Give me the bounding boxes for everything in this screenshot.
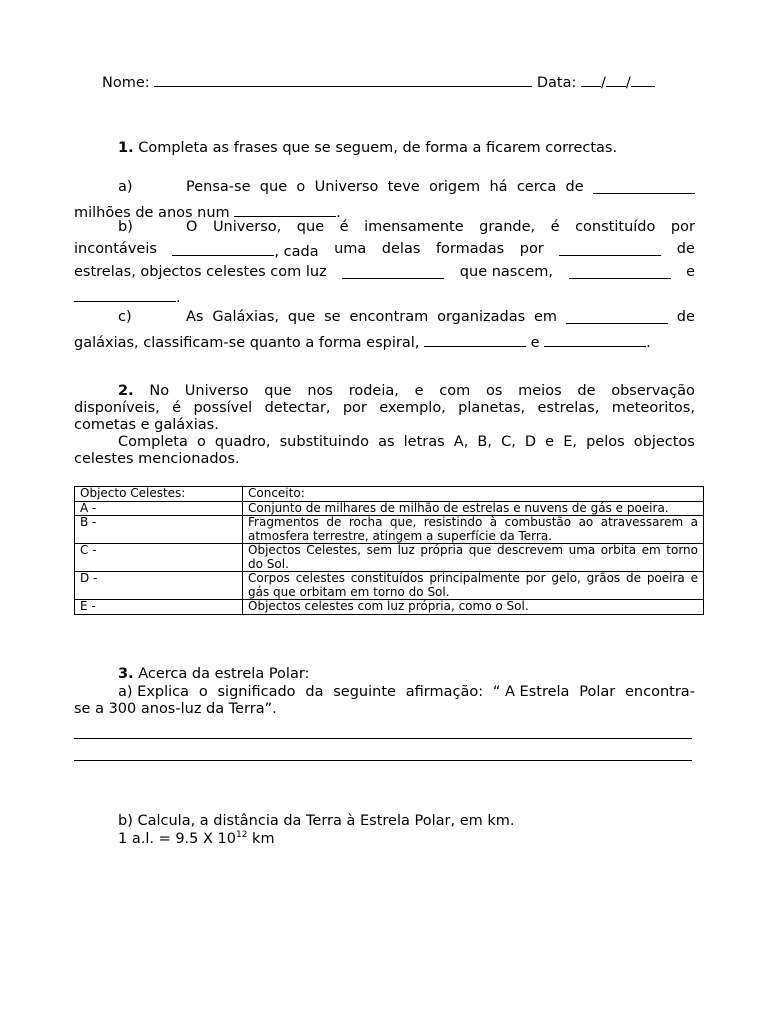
q1-b-blank-4[interactable]	[569, 264, 671, 279]
table-cell-concept: Objectos Celestes, sem luz própria que descrevem uma orbita em torno do Sol.	[243, 544, 704, 572]
q1-prompt: Completa as frases que se seguem, de forma a ficarem correctas.	[138, 140, 618, 156]
q3-b-text: b) Calcula, a distância da Terra à Estrela Polar, em km.	[118, 813, 515, 829]
celestial-objects-table	[74, 486, 704, 615]
table-cell-concept: Objectos celestes com luz própria, como o Sol.	[243, 600, 704, 615]
q2-number: 2.	[118, 383, 134, 399]
formula-exponent: 12	[236, 830, 248, 840]
answer-line-2[interactable]	[74, 760, 692, 761]
q3-title: Acerca da estrela Polar:	[138, 666, 310, 682]
q2-intro-line3: cometas e galáxias.	[74, 417, 219, 433]
table-cell-letter[interactable]: B -	[75, 516, 243, 544]
table-row	[75, 501, 704, 516]
table-cell-letter[interactable]: A -	[75, 501, 243, 516]
date-label: Data:	[536, 75, 577, 91]
q3-a-line2: se a 300 anos-luz da Terra”.	[74, 701, 277, 717]
q1-a-line2: milhões de anos num .	[74, 202, 341, 221]
q1-a-blank-2[interactable]	[234, 202, 336, 217]
q2-instr-line1: Completa o quadro, substituindo as letras A, B, C, D e E, pelos objectos	[118, 434, 695, 450]
table-cell-concept: Corpos celestes constituídos principalmente por gelo, grãos de poeira e gás que orbitam em torno do Sol.	[243, 572, 704, 600]
name-blank[interactable]	[154, 72, 532, 87]
table-cell-concept: Conjunto de milhares de milhão de estrelas e nuvens de gás e poeira.	[243, 501, 704, 516]
date-day-blank[interactable]	[581, 72, 601, 87]
date-year-blank[interactable]	[631, 72, 655, 87]
q3-number: 3.	[118, 666, 134, 682]
q1-b-blank-5[interactable]	[74, 287, 176, 302]
q1-c-blank-3[interactable]	[544, 332, 646, 347]
q1-c-blank-2[interactable]	[424, 332, 526, 347]
date-sep: /	[625, 75, 631, 91]
q1-b-blank-1[interactable]	[172, 241, 274, 256]
table-cell-letter[interactable]: D -	[75, 572, 243, 600]
q3-heading	[118, 666, 309, 682]
table-cell-letter[interactable]: E -	[75, 600, 243, 615]
date-month-blank[interactable]	[606, 72, 626, 87]
table-header-row	[75, 487, 704, 502]
q1-heading	[118, 140, 617, 156]
q1-number: 1.	[118, 140, 134, 156]
answer-line-1[interactable]	[74, 738, 692, 739]
q1-a-line1: Pensa-se que o Universo teve origem há cerca de	[186, 179, 695, 195]
q1-a-blank-1[interactable]	[593, 179, 695, 194]
q1-c-line1: As Galáxias, que se encontram organizadas em de	[186, 309, 695, 325]
q1-a-label: a)	[118, 179, 133, 195]
date-sep: /	[601, 75, 606, 91]
table-row	[75, 544, 704, 572]
q1-b-blank-3[interactable]	[342, 264, 444, 279]
table-row	[75, 516, 704, 544]
q1-b-line3: estrelas, objectos celestes com luz que nascem, e	[74, 264, 695, 280]
table-header-concept: Conceito:	[243, 487, 704, 502]
q3-formula	[118, 830, 275, 847]
table-header-objects: Objecto Celestes:	[75, 487, 243, 502]
q1-c-blank-1[interactable]	[566, 309, 668, 324]
formula-unit: km	[247, 830, 275, 847]
header-line	[102, 72, 655, 91]
q1-b-line4: .	[74, 287, 181, 306]
q2-instr-line2: celestes mencionados.	[74, 451, 240, 467]
table-row	[75, 572, 704, 600]
table-cell-letter[interactable]: C -	[75, 544, 243, 572]
q1-b-line2: incontáveis , cada uma delas formadas por de	[74, 241, 695, 260]
q1-b-line1: O Universo, que é imensamente grande, é constituído por	[186, 219, 695, 235]
q1-c-label: c)	[118, 309, 132, 325]
formula-base: 1 a.l. = 9.5 X 10	[118, 830, 236, 847]
table-row	[75, 600, 704, 615]
q1-b-label: b)	[118, 219, 133, 235]
q3-a-line1: a) Explica o significado da seguinte afirmação: “ A Estrela Polar encontra-	[118, 684, 695, 700]
q1-c-line2: galáxias, classificam-se quanto a forma espiral, e .	[74, 332, 651, 351]
q2-intro-line2: disponíveis, é possível detectar, por exemplo, planetas, estrelas, meteoritos,	[74, 400, 695, 416]
q1-b-blank-2[interactable]	[559, 241, 661, 256]
name-label: Nome:	[102, 75, 150, 91]
table-cell-concept: Fragmentos de rocha que, resistindo à combustão ao atravessarem a atmosfera terrestre, atingem a superfície da Terra.	[243, 516, 704, 544]
q2-intro-line1: 2. No Universo que nos rodeia, e com os meios de observação	[118, 383, 695, 399]
